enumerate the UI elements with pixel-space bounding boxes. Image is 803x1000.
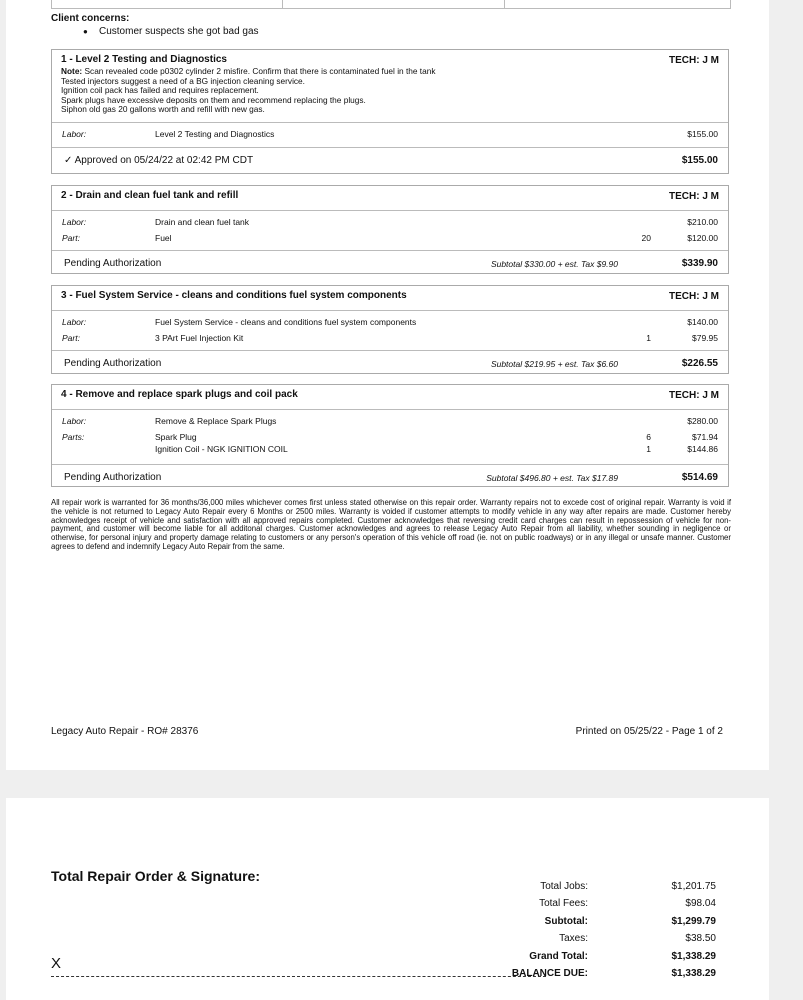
line-item [52,444,728,458]
job-subtotal: Subtotal $219.95 + est. Tax $6.60 [490,359,618,369]
line-type: Labor: [62,416,87,426]
client-concerns-header: Client concerns: [51,13,130,24]
summary-row [476,898,716,915]
job-card-1 [51,49,729,174]
note-line: Siphon old gas 20 gallons worth and refill with new gas. [61,104,265,114]
line-quantity: 1 [646,444,651,454]
job-card-3 [51,285,729,374]
job-title: 1 - Level 2 Testing and Diagnostics [61,54,227,65]
line-item [52,313,728,329]
line-quantity: 6 [646,432,651,442]
summary-value: $1,299.79 [671,915,716,927]
line-description: Level 2 Testing and Diagnostics [155,129,275,139]
signature-mark: X [51,955,62,972]
line-price: $71.94 [692,432,718,442]
tech-label: TECH: J M [669,390,719,401]
repair-order-page-1 [6,0,769,770]
summary-label: Grand Total: [529,950,588,962]
summary-label: Total Fees: [539,898,588,910]
line-item [52,412,728,428]
job-footer [52,350,728,377]
line-price: $79.95 [692,333,718,343]
note-line: Ignition coil pack has failed and requires replacement. [61,85,259,95]
client-concerns [51,13,259,37]
job-note [61,67,718,115]
job-title: 3 - Fuel System Service - cleans and conditions fuel system components [61,290,407,301]
job-footer [52,250,728,277]
job-total: $226.55 [681,358,718,369]
summary-label: BALANCE DUE: [511,967,588,979]
tech-label: TECH: J M [669,191,719,202]
tech-label: TECH: J M [669,291,719,302]
tech-label: TECH: J M [669,55,719,66]
summary-value: $1,338.29 [671,950,716,962]
job-footer [52,147,728,174]
line-price: $210.00 [687,217,718,227]
line-item [52,229,728,245]
summary-row [476,951,716,968]
line-item [52,125,728,141]
line-type: Part: [62,233,80,243]
summary-value: $98.04 [685,898,716,910]
job-status: Pending Authorization [64,258,162,269]
line-type: Part: [62,333,80,343]
line-description: Remove & Replace Spark Plugs [155,416,277,426]
line-description: Fuel [155,233,172,243]
line-description: Spark Plug [155,432,197,442]
summary-row [476,916,716,933]
summary-label: Taxes: [559,933,588,945]
job-total: $339.90 [681,258,718,269]
line-type: Labor: [62,217,87,227]
line-description: Ignition Coil - NGK IGNITION COIL [155,444,288,454]
note-line: Spark plugs have excessive deposits on them and recommend replacing the plugs. [61,94,366,105]
line-description: Drain and clean fuel tank [155,217,250,227]
job-status: ✓ Approved on 05/24/22 at 02:42 PM CDT [64,155,254,166]
line-price: $280.00 [687,416,718,426]
totals-summary [476,881,716,985]
concern-item: ● Customer suspects she got bad gas [99,26,259,37]
line-item [52,329,728,345]
job-total: $514.69 [681,472,718,483]
warranty-text: All repair work is warranted for 36 months/36,000 miles whichever comes first unless stated otherwise on this repair order. Warranty repairs not to excede cost of original repair. Warranty is void if the vehicle is not returned to Legacy Auto Repair every 6 Months or 2500 miles. Warranty is voided if customer attempts to modify vehicle in any way after repairs are made. Customer hereby acknowledges receipt of vehicle and satisfaction with all approved repairs completed. Customer acknowledges that reversing credit card charges can result in repossession of vehicle for non-payment, and customer will become liable for all additonal charges. Customer acknowledges and agrees to release Legacy Auto Repair from all liability, whether sounding in negligence or otherwise, for personal injury and property damage relating to customers or any person's operation of this vehicle off road (ie. not on public roadways) or in any illegal or unsafe manner. Customer agrees to defend and indemnify Legacy Auto Repair from the same. [51,498,731,551]
line-item [52,428,728,444]
line-price: $144.86 [687,444,718,454]
summary-value: $38.50 [685,933,716,945]
previous-table-fragment [51,0,731,9]
job-footer [52,464,728,491]
note-line: Tested injectors suggest a need of a BG injection cleaning service. [61,75,305,86]
job-subtotal: Subtotal $496.80 + est. Tax $17.89 [486,473,618,483]
repair-order-page-2 [6,798,769,1000]
job-total: $155.00 [681,155,718,166]
line-item [52,213,728,229]
line-quantity: 20 [641,233,651,243]
shop-ro-number: Legacy Auto Repair - RO# 28376 [51,726,199,737]
summary-row [476,933,716,950]
note-label: Note: [61,66,83,76]
summary-title: Total Repair Order & Signature: [51,868,260,884]
summary-value: $1,201.75 [671,881,716,892]
summary-label: Subtotal: [544,915,588,927]
line-type: Labor: [62,129,87,139]
job-status: Pending Authorization [64,472,162,483]
summary-label: Total Jobs: [540,881,588,892]
job-subtotal: Subtotal $330.00 + est. Tax $9.90 [490,259,618,269]
line-price: $155.00 [687,129,718,139]
signature-line[interactable] [51,976,546,977]
line-price: $140.00 [687,317,718,327]
client-concerns-list [51,26,259,37]
line-description: 3 PArt Fuel Injection Kit [155,333,244,343]
line-type: Labor: [62,317,87,327]
line-type: Parts: [62,432,85,442]
print-date-page: Printed on 05/25/22 - Page 1 of 2 [575,726,723,737]
note-line: Scan revealed code p0302 cylinder 2 misfire. Confirm that there is contaminated fuel in the tank [84,66,436,76]
summary-value: $1,338.29 [671,967,716,979]
job-title: 4 - Remove and replace spark plugs and coil pack [61,389,298,400]
line-price: $120.00 [687,233,718,243]
line-quantity: 1 [646,333,651,343]
job-card-2 [51,185,729,274]
job-title: 2 - Drain and clean fuel tank and refill [61,190,239,201]
summary-row [476,881,716,898]
line-description: Fuel System Service - cleans and conditions fuel system components [155,317,417,327]
job-card-4 [51,384,729,487]
job-status: Pending Authorization [64,358,162,369]
